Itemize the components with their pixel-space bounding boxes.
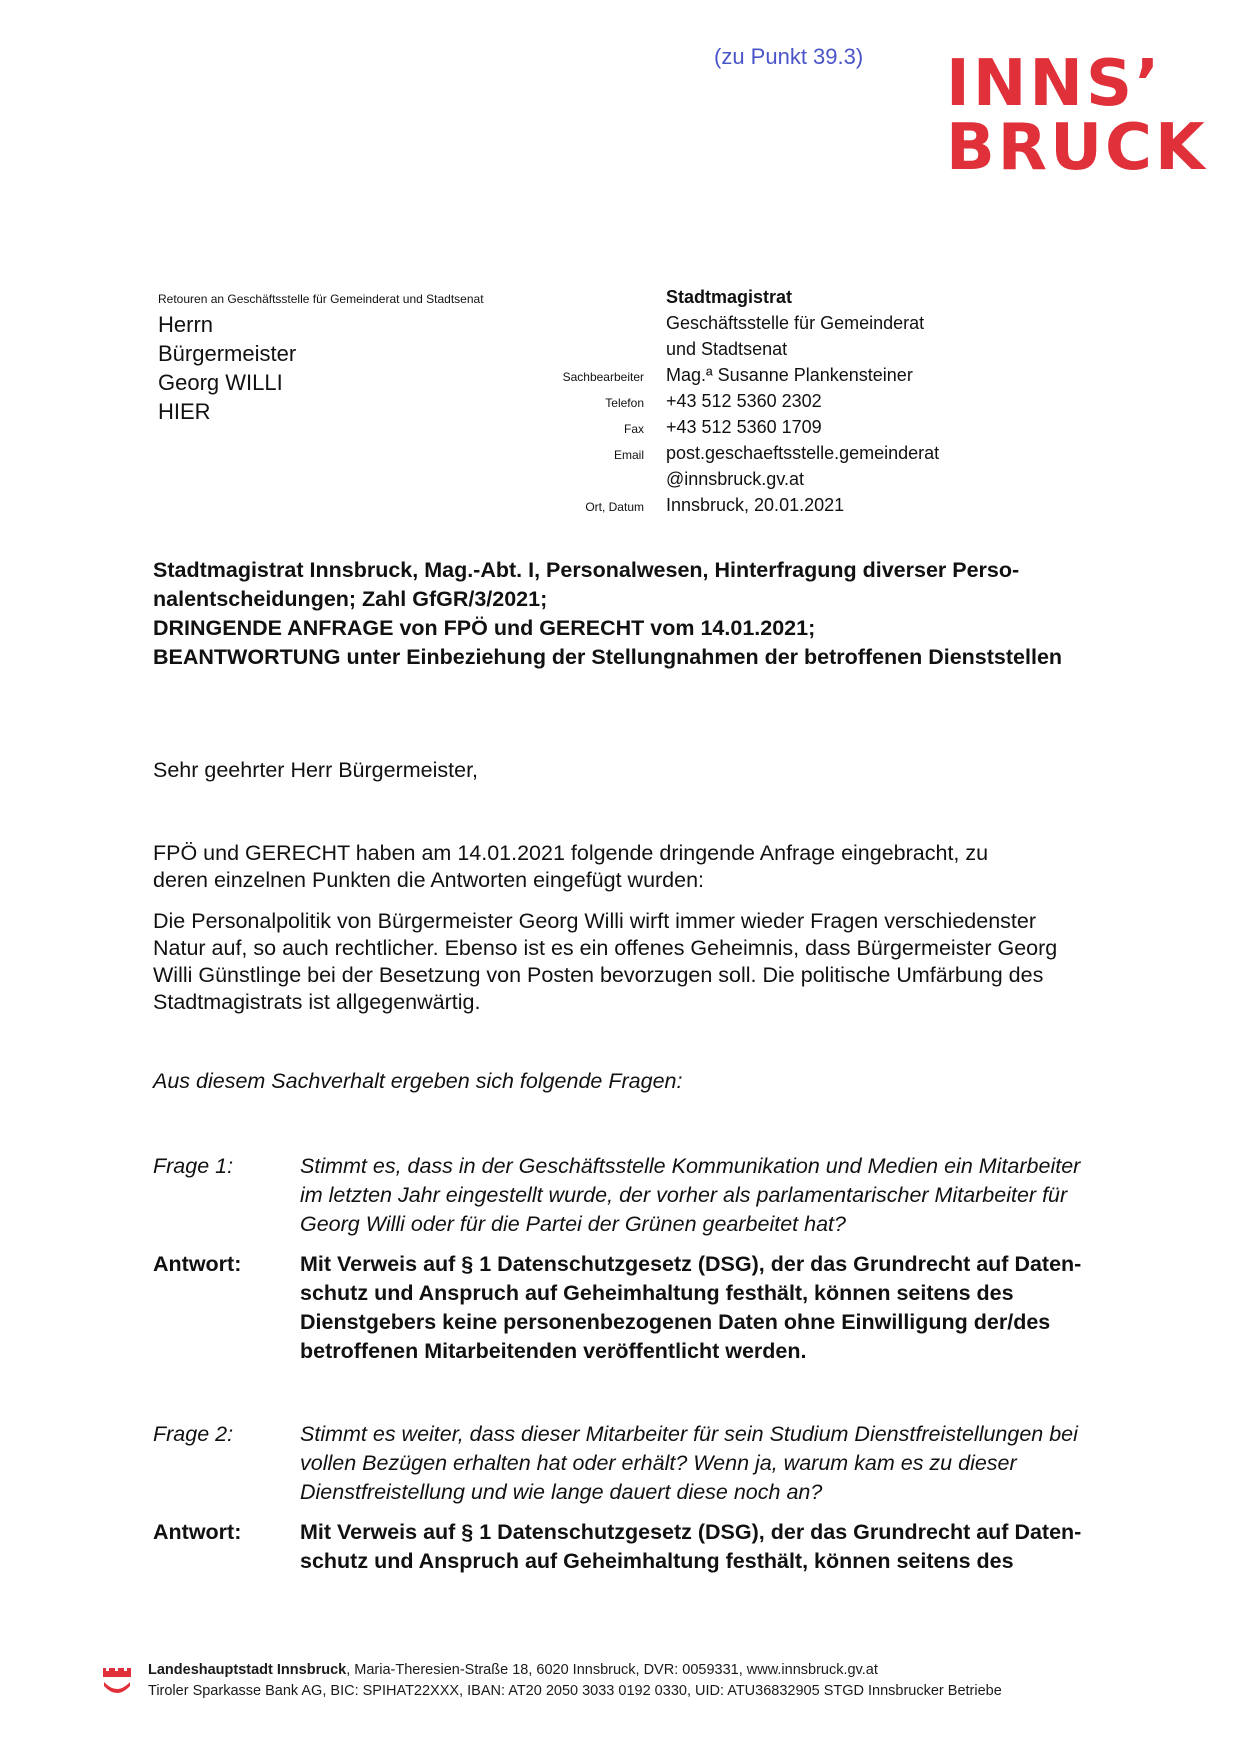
page-footer: [100, 1660, 1140, 1702]
return-note: Retouren an Geschäftsstelle für Gemeinderat und Stadtsenat: [158, 292, 484, 306]
answer-1-label: Antwort:: [153, 1252, 242, 1276]
answer-line: schutz und Anspruch auf Geheimhaltung festhält, können seitens des: [300, 1549, 1014, 1573]
question-1-label: Frage 1:: [153, 1154, 234, 1178]
question-line: vollen Bezügen erhalten hat oder erhält? Wenn ja, warum kam es zu dieser: [300, 1451, 1017, 1475]
answer-2-label: Antwort:: [153, 1520, 242, 1544]
answer-line: Mit Verweis auf § 1 Datenschutzgesetz (DSG), der das Grundrecht auf Daten-: [300, 1520, 1082, 1544]
question-2: [153, 1420, 1133, 1507]
question-2-text: [300, 1420, 1133, 1507]
context-line: Die Personalpolitik von Bürgermeister Georg Willi wirft immer wieder Fragen verschiedenster: [153, 909, 1037, 933]
question-1: [153, 1152, 1133, 1239]
email-label: Email: [613, 448, 644, 462]
recipient-line: Herrn: [158, 312, 214, 337]
sender-dept-line-1: Geschäftsstelle für Gemeinderat: [666, 313, 925, 333]
agenda-reference: (zu Punkt 39.3): [714, 44, 864, 69]
city-emblem-icon: [100, 1664, 134, 1698]
clerk-label: Sachbearbeiter: [562, 370, 644, 384]
answer-1: [153, 1250, 1133, 1366]
footer-line-2: Tiroler Sparkasse Bank AG, BIC: SPIHAT22XXX, IBAN: AT20 2050 3033 0192 0330, UID: ATU36832905 STGD Innsbrucker Betriebe: [148, 1683, 1002, 1699]
intro-line: FPÖ und GERECHT haben am 14.01.2021 folgende dringende Anfrage eingebracht, zu: [153, 841, 989, 865]
question-line: Stimmt es weiter, dass dieser Mitarbeiter für sein Studium Dienstfreistellungen bei: [300, 1422, 1078, 1446]
subject-line: DRINGENDE ANFRAGE von FPÖ und GERECHT vom 14.01.2021;: [153, 616, 816, 640]
phone-label: Telefon: [605, 396, 644, 410]
question-line: im letzten Jahr eingestellt wurde, der vorher als parlamentarischer Mitarbeiter für: [300, 1183, 1068, 1207]
recipient-line: Georg WILLI: [158, 370, 283, 395]
answer-1-text: [300, 1250, 1133, 1366]
subject-line: nalentscheidungen; Zahl GfGR/3/2021;: [153, 587, 548, 611]
footer-line-1: [148, 1660, 1002, 1681]
logo-line-2: BRUCK: [946, 111, 1208, 185]
salutation: Sehr geehrter Herr Bürgermeister,: [153, 758, 479, 782]
sender-info: [540, 284, 1080, 518]
innsbruck-logo: [946, 47, 1208, 185]
recipient-address: [158, 310, 296, 426]
context-paragraph: [153, 908, 1133, 1016]
answer-line: Mit Verweis auf § 1 Datenschutzgesetz (DSG), der das Grundrecht auf Daten-: [300, 1252, 1082, 1276]
answer-2: [153, 1518, 1133, 1576]
subject-heading: [153, 556, 1133, 672]
fax-value: +43 512 5360 1709: [666, 417, 822, 437]
footer-address: , Maria-Theresien-Straße 18, 6020 Innsbruck, DVR: 0059331, www.innsbruck.gv.at: [346, 1662, 878, 1678]
context-line: Natur auf, so auch rechtlicher. Ebenso ist es ein offenes Geheimnis, dass Bürgermeister Georg: [153, 936, 1058, 960]
question-2-label: Frage 2:: [153, 1422, 234, 1446]
intro-line: deren einzelnen Punkten die Antworten eingefügt wurden:: [153, 868, 705, 892]
recipient-line: HIER: [158, 399, 211, 424]
email-value-line-1[interactable]: post.geschaeftsstelle.gemeinderat: [666, 443, 940, 463]
answer-2-text: [300, 1518, 1133, 1576]
logo-line-1: INNS’: [946, 47, 1163, 121]
question-line: Dienstfreistellung und wie lange dauert diese noch an?: [300, 1480, 823, 1504]
answer-line: betroffenen Mitarbeitenden veröffentlicht werden.: [300, 1339, 807, 1363]
sender-dept-line-2: und Stadtsenat: [666, 339, 788, 359]
recipient-line: Bürgermeister: [158, 341, 297, 366]
question-line: Georg Willi oder für die Partei der Grünen gearbeitet hat?: [300, 1212, 846, 1236]
phone-value: +43 512 5360 2302: [666, 391, 822, 411]
subject-line: BEANTWORTUNG unter Einbeziehung der Stellungnahmen der betroffenen Dienststellen: [153, 645, 1063, 669]
subject-line: Stadtmagistrat Innsbruck, Mag.-Abt. I, Personalwesen, Hinterfragung diverser Perso-: [153, 558, 1020, 582]
questions-lead: Aus diesem Sachverhalt ergeben sich folgende Fragen:: [153, 1069, 683, 1093]
email-value-line-2[interactable]: @innsbruck.gv.at: [666, 469, 804, 489]
context-line: Willi Günstlinge bei der Besetzung von Posten bevorzugen soll. Die politische Umfärbung des: [153, 963, 1044, 987]
footer-city: Landeshauptstadt Innsbruck: [148, 1662, 347, 1678]
question-line: Stimmt es, dass in der Geschäftsstelle Kommunikation und Medien ein Mitarbeiter: [300, 1154, 1081, 1178]
answer-line: Dienstgebers keine personenbezogenen Daten ohne Einwilligung der/des: [300, 1310, 1051, 1334]
footer-text: [148, 1660, 1002, 1702]
clerk-value: Mag.ª Susanne Plankensteiner: [666, 365, 913, 385]
fax-label: Fax: [623, 422, 644, 436]
question-1-text: [300, 1152, 1133, 1239]
context-line: Stadtmagistrats ist allgegenwärtig.: [153, 990, 481, 1014]
intro-paragraph: [153, 840, 1133, 894]
answer-line: schutz und Anspruch auf Geheimhaltung festhält, können seitens des: [300, 1281, 1014, 1305]
place-date-value: Innsbruck, 20.01.2021: [666, 495, 845, 515]
place-date-label: Ort, Datum: [585, 500, 644, 514]
sender-office: Stadtmagistrat: [666, 287, 793, 307]
